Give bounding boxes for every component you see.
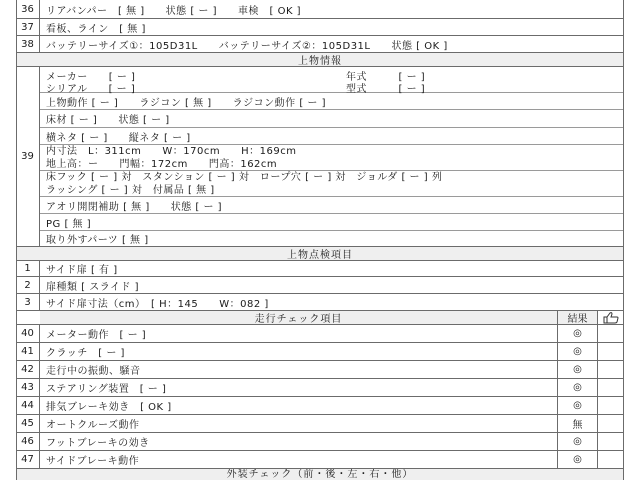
drive-row-40 [16,325,624,343]
maker-serial-block [40,67,624,93]
result-mark: ◎ [557,397,597,414]
inspect-row-3 [16,294,624,311]
result-empty [597,397,624,414]
cargo-info-header [16,53,624,67]
row-text: 看板、ライン [ 無 ] [46,23,146,35]
row-number: 39 [16,67,40,247]
row-text: ステアリング装置 [ ー ] [46,384,167,395]
row-number: 47 [16,451,40,468]
result-empty [597,451,624,468]
exterior-check-header [16,469,624,480]
row-number: 46 [16,433,40,450]
inner-dimensions [40,145,624,171]
inspect-row-2 [16,277,624,294]
result-empty [597,433,624,450]
row-text: バッテリーサイズ①：105D31L バッテリーサイズ②：105D31L 状態 [ OK ] [46,40,448,52]
result-empty [597,415,624,432]
dimensions-line-1: 内寸法 L：311cm W：170cm H：169cm [46,145,297,157]
result-empty [597,361,624,378]
drive-row-41 [16,343,624,361]
result-mark: ◎ [557,451,597,468]
hooks-line-2: ラッシング [ ー ] 対 付属品 [ 無 ] [46,184,215,196]
power-gate: PG [ 無 ] [40,214,624,231]
row-36 [16,0,624,19]
thumbs-up-icon [597,311,624,324]
row-text: リアバンパー [ 無 ] 状態 [ ー ] 車検 [ OK ] [46,5,302,17]
floor-hooks [40,171,624,197]
row-number: 44 [16,397,40,414]
row-number: 36 [16,0,40,18]
result-mark: ◎ [557,361,597,378]
result-mark: ◎ [557,379,597,396]
dimensions-line-2: 地上高：ー 門幅：172cm 門高：162cm [46,158,278,170]
year-field: 年式 [ ー ] [346,72,426,83]
row-text: 排気ブレーキ効き [ OK ] [46,402,172,413]
hooks-line-1: 床フック [ ー ] 対 スタンション [ ー ] 対 ロープ穴 [ ー ] 対 ジョルダ [ ー ] 列 [46,171,443,183]
result-empty [597,325,624,342]
serial-field: シリアル [ ー ] [46,84,136,95]
drive-row-42 [16,361,624,379]
section-title: 走行チェック項目 [40,311,557,324]
result-mark: ◎ [557,343,597,360]
row-text: サイド扉 [ 有 ] [46,265,118,276]
inspect-row-1 [16,261,624,277]
section-title: 上物情報 [16,53,624,66]
result-empty [597,379,624,396]
row-text: 走行中の振動、騒音 [46,366,141,377]
row-number: 38 [16,36,40,52]
row-37 [16,19,624,36]
section-title: 外装チェック（前・後・左・右・他） [16,469,624,480]
drive-row-46 [16,433,624,451]
result-mark: ◎ [557,325,597,342]
drive-row-43 [16,379,624,397]
maker-field: メーカー [ ー ] [46,72,136,83]
drive-check-header [16,311,624,325]
result-mark: ◎ [557,433,597,450]
row-number: 42 [16,361,40,378]
row-number: 2 [16,277,40,293]
row-text: フットブレーキの効き [46,438,150,449]
drive-row-45 [16,415,624,433]
row-number: 41 [16,343,40,360]
row-number: 1 [16,261,40,276]
row-number: 37 [16,19,40,35]
row-38 [16,36,624,53]
gate-assist: アオリ開閉補助 [ 無 ] 状態 [ ー ] [40,197,624,214]
floor-material: 床材 [ ー ] 状態 [ ー ] [40,110,624,128]
row-text: オートクルーズ動作 [46,420,140,431]
result-mark: 無 [557,415,597,432]
row-text: サイドブレーキ動作 [46,456,140,467]
section-title: 上物点検項目 [16,247,624,260]
row-number: 3 [16,294,40,310]
row-number: 40 [16,325,40,342]
result-empty [597,343,624,360]
row-text: クラッチ [ ー ] [46,348,125,359]
inspection-sheet [16,0,624,480]
row-text: サイド扉寸法（cm） [ H：145 W：082 ] [46,298,269,310]
cross-members: 横ネタ [ ー ] 縦ネタ [ ー ] [40,128,624,145]
row-text: 扉種類 [ スライド ] [46,281,140,293]
row-text: メーター動作 [ ー ] [46,330,147,341]
cargo-inspection-header [16,247,624,261]
drive-row-47 [16,451,624,469]
result-header: 結果 [557,311,597,324]
drive-row-44 [16,397,624,415]
cargo-operation: 上物動作 [ ー ] ラジコン [ 無 ] ラジコン動作 [ ー ] [40,93,624,110]
model-field: 型式 [ ー ] [346,84,426,95]
row-number: 43 [16,379,40,396]
removable-parts: 取り外すパーツ [ 無 ] [40,231,624,247]
row-number: 45 [16,415,40,432]
